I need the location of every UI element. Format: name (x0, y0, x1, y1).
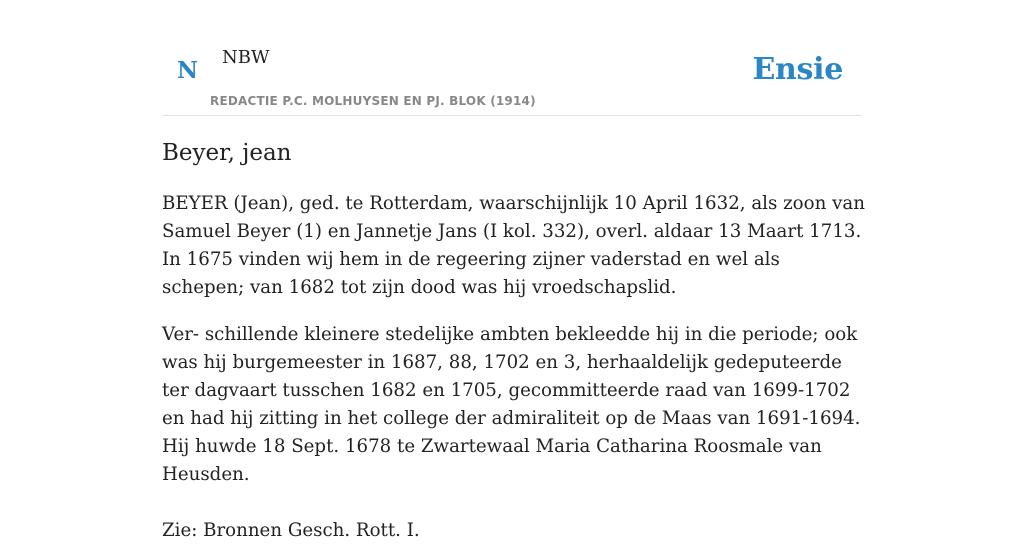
header (162, 0, 862, 116)
ensie-logo-link[interactable]: Ensie (752, 52, 843, 87)
source-name-link[interactable]: NBW (222, 47, 270, 68)
source-logo-icon[interactable]: N (177, 57, 199, 84)
article-paragraph: BEYER (Jean), ged. te Rotterdam, waarschijnlijk 10 April 1632, als zoon van Samuel Beyer (1) en Jannetje Jans (I kol. 332), overl. aldaar 13 Maart 1713. In 1675 vinden wij hem in de regeering zijner vaderstad en wel als schepen; van 1682 tot zijn dood was hij vroedschapslid. (162, 193, 865, 298)
article-reference: Zie: Bronnen Gesch. Rott. I. (162, 520, 420, 541)
source-editors: REDACTIE P.C. MOLHUYSEN EN PJ. BLOK (1914) (210, 94, 536, 108)
article-paragraph: Ver- schillende kleinere stedelijke ambten bekleedde hij in die periode; ook was hij burgemeester in 1687, 88, 1702 en 3, herhaaldelijk gedeputeerde ter dagvaart tusschen 1682 en 1705, gecommitteerde raad van 1699-1702 en had hij zitting in het college der admiraliteit op de Maas van 1691-1694. Hij huwde 18 Sept. 1678 te Zwartewaal Maria Catharina Roosmale van Heusden. (162, 324, 861, 485)
article (162, 136, 867, 545)
article-title: Beyer, jean (162, 140, 292, 166)
